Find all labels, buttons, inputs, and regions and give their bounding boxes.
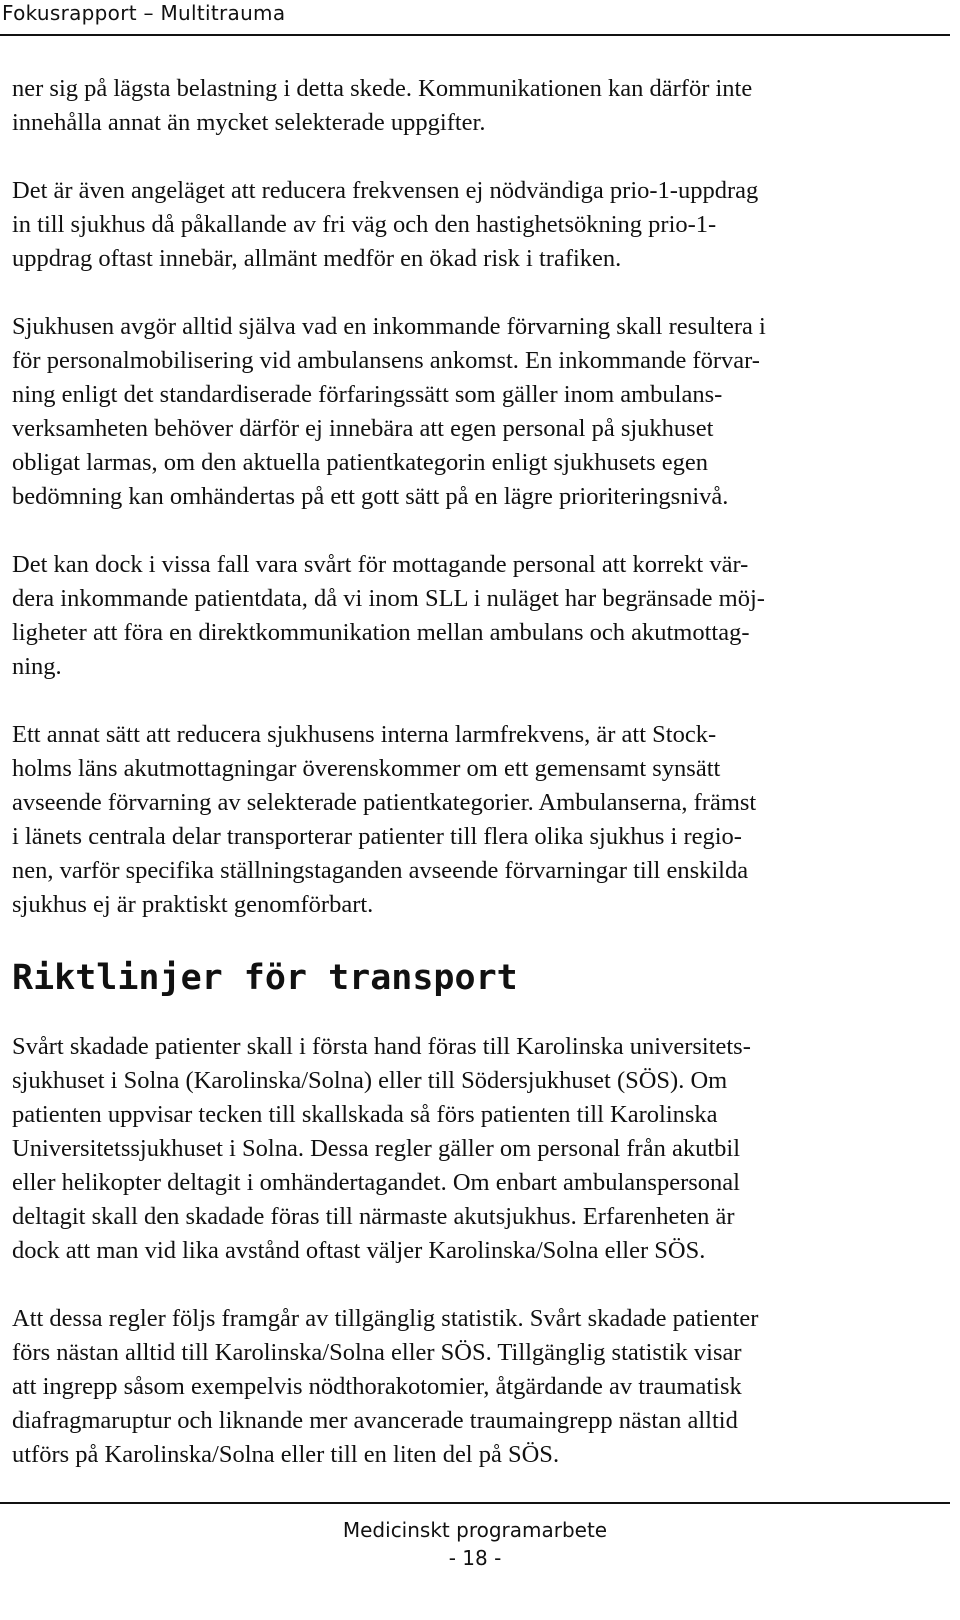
- text-line: deltagit skall den skadade föras till närmaste akutsjukhus. Erfarenheten är: [12, 1203, 735, 1230]
- text-line: ning.: [12, 653, 62, 680]
- text-line: innehålla annat än mycket selekterade uppgifter.: [12, 109, 486, 136]
- footer-title: Medicinskt programarbete: [342, 1518, 608, 1542]
- text-line: ning enligt det standardiserade förfaringssätt som gäller inom ambulans-: [12, 381, 723, 408]
- text-line: holms läns akutmottagningar överenskommer om ett gemensamt synsätt: [12, 755, 721, 782]
- text-line: ligheter att föra en direktkommunikation mellan ambulans och akutmottag-: [12, 619, 750, 646]
- page-header: [0, 0, 950, 36]
- section-paragraph-2: [12, 1302, 942, 1472]
- section-heading: Riktlinjer för transport: [12, 958, 518, 998]
- paragraph-5: [12, 718, 942, 922]
- text-line: bedömning kan omhändertas på ett gott sätt på en lägre prioriteringsnivå.: [12, 483, 729, 510]
- text-line: Ett annat sätt att reducera sjukhusens interna larmfrekvens, är att Stock-: [12, 721, 717, 748]
- text-line: Sjukhusen avgör alltid själva vad en inkommande förvarning skall resultera i: [12, 313, 766, 340]
- text-line: obligat larmas, om den aktuella patientkategorin enligt sjukhusets egen: [12, 449, 709, 476]
- text-line: Att dessa regler följs framgår av tillgänglig statistik. Svårt skadade patienter: [12, 1305, 759, 1332]
- text-line: Svårt skadade patienter skall i första hand föras till Karolinska universitets-: [12, 1033, 751, 1060]
- text-line: dera inkommande patientdata, då vi inom SLL i nuläget har begränsade möj-: [12, 585, 765, 612]
- paragraph-3: [12, 310, 942, 514]
- text-line: verksamheten behöver därför ej innebära att egen personal på sjukhuset: [12, 415, 714, 442]
- text-line: uppdrag oftast innebär, allmänt medför en ökad risk i trafiken.: [12, 245, 622, 272]
- text-line: Det är även angeläget att reducera frekvensen ej nödvändiga prio-1-uppdrag: [12, 177, 759, 204]
- text-line: sjukhuset i Solna (Karolinska/Solna) eller till Södersjukhuset (SÖS). Om: [12, 1067, 728, 1094]
- text-line: sjukhus ej är praktiskt genomförbart.: [12, 891, 374, 918]
- document-body: [12, 72, 942, 1506]
- text-line: för personalmobilisering vid ambulansens ankomst. En inkommande förvar-: [12, 347, 760, 374]
- section-paragraph-1: [12, 1030, 942, 1268]
- text-line: att ingrepp såsom exempelvis nödthorakotomier, åtgärdande av traumatisk: [12, 1373, 742, 1400]
- text-line: ner sig på lägsta belastning i detta skede. Kommunikationen kan därför inte: [12, 75, 753, 102]
- text-line: förs nästan alltid till Karolinska/Solna eller SÖS. Tillgänglig statistik visar: [12, 1339, 742, 1366]
- text-line: i länets centrala delar transporterar patienter till flera olika sjukhus i regio-: [12, 823, 742, 850]
- text-line: Det kan dock i vissa fall vara svårt för mottagande personal att korrekt vär-: [12, 551, 749, 578]
- text-line: in till sjukhus då påkallande av fri väg och den hastighetsökning prio-1-: [12, 211, 717, 238]
- paragraph-2: [12, 174, 942, 276]
- paragraph-1: [12, 72, 942, 140]
- text-line: patienten uppvisar tecken till skallskada så förs patienten till Karolinska: [12, 1101, 718, 1128]
- header-title: Fokusrapport – Multitrauma: [2, 1, 286, 25]
- text-line: avseende förvarning av selekterade patientkategorier. Ambulanserna, främst: [12, 789, 757, 816]
- page-number: - 18 -: [448, 1546, 502, 1570]
- text-line: eller helikopter deltagit i omhändertagandet. Om enbart ambulanspersonal: [12, 1169, 740, 1196]
- text-line: Universitetssjukhuset i Solna. Dessa regler gäller om personal från akutbil: [12, 1135, 741, 1162]
- text-line: nen, varför specifika ställningstaganden avseende förvarningar till enskilda: [12, 857, 749, 884]
- text-line: diafragmaruptur och liknande mer avancerade traumaingrepp nästan alltid: [12, 1407, 738, 1434]
- text-line: utförs på Karolinska/Solna eller till en liten del på SÖS.: [12, 1441, 560, 1468]
- paragraph-4: [12, 548, 942, 684]
- text-line: dock att man vid lika avstånd oftast väljer Karolinska/Solna eller SÖS.: [12, 1237, 706, 1264]
- page-footer: [0, 1502, 950, 1620]
